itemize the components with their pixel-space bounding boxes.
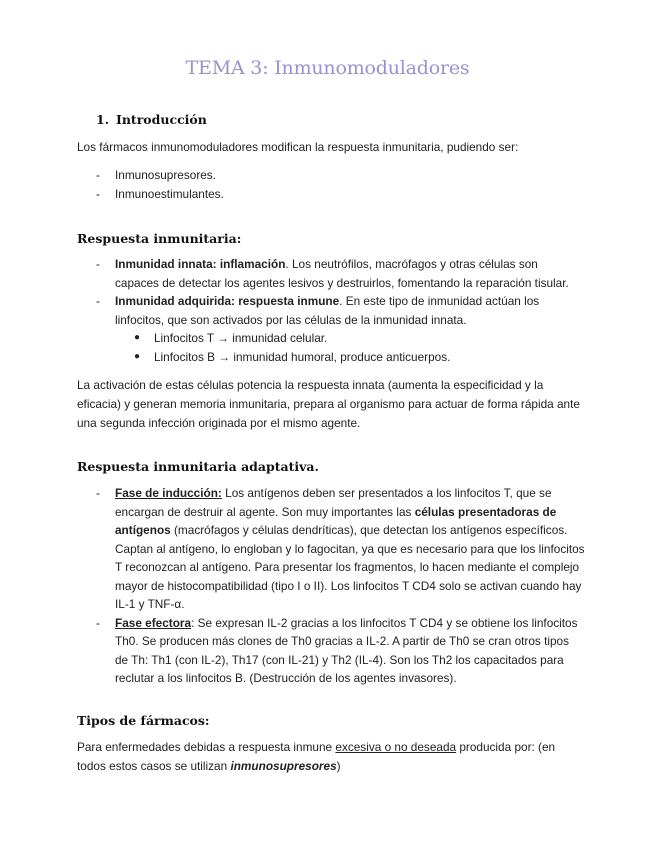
list-item-efectora: - Fase efectora: Se expresan IL-2 gracias a los linfocitos T CD4 y se obtiene los linfocitos Th0. Se producen más clones de Th0 gracias a IL-2. A partir de Th0 se cran otros tipos de Th: Th1 (con IL-2), Th17 (con IL-21) y Th2 (IL-4). Son los Th2 los capacitados para reclutar a los linfocitos B. (Destrucción de los agentes invasores). [96, 615, 578, 685]
intro-list [0, 166, 655, 203]
celulas-presentadoras: células presentadoras de antígenos [115, 504, 557, 537]
list-item: - Inmunoestimulantes. [96, 186, 224, 201]
tipos-paragraph: Para enfermedades debidas a respuesta inmune excesiva o no deseada producida por: (en todos estos casos se utilizan inmunosupresores) [77, 740, 556, 773]
list-item-induccion: - Fase de inducción: Los antígenos deben ser presentados a los linfocitos T, que se encargan de destruir al agente. Son muy importantes las células presentadoras de antígenos (macrófagos y células dendríticas), que detectan los antígenos específicos. Captan al antígeno, lo engloban y lo fagocitan, ya que es necesario para que los linfocitos T reconozcan al antígeno. Para presentar los fragmentos, lo hacen mediante el complejo mayor de histocompatibilidad (tipo I o II). Los linfocitos T CD4 solo se activan cuando hay IL-1 y TNF-α. [96, 486, 585, 611]
list-item-innata: - Inmunidad innata: inflamación. Los neutrófilos, macrófagos y otras células son capaces de detectar los agentes lesivos y destruirlos, fomentando la reparación tisular. [96, 257, 569, 290]
list-item: ● Linfocitos T → inmunidad celular. [134, 331, 328, 345]
section-title: Introducción [116, 112, 207, 127]
innata-text: . Los neutrófilos, macrófagos y otras células son capaces de detectar los agentes lesivos y destruirlos, fomentando la reparación tisular. [115, 257, 569, 290]
activacion-paragraph: La activación de estas células potencia la respuesta innata (aumenta la especificidad y la eficacia) y generan memoria inmunitaria, prepara al organismo para actuar de forma rápida ante una segunda infección originada por el mismo agente. [77, 378, 580, 430]
induccion-label: Fase de inducción: [115, 486, 222, 500]
respuesta-list [0, 255, 655, 366]
adquirida-label: Inmunidad adquirida: respuesta inmune [115, 294, 340, 308]
list-item: ● Linfocitos B → inmunidad humoral, produce anticuerpos. [134, 349, 451, 364]
section-number: 1. [96, 112, 110, 127]
inmunosupresores-term: inmunosupresores [230, 759, 337, 773]
linfocitos-list [115, 329, 585, 366]
page-title: TEMA 3: Inmunomoduladores [185, 57, 470, 79]
innata-label: Inmunidad innata: inflamación [115, 257, 286, 271]
excesiva-no-deseada: excesiva o no deseada [335, 740, 457, 754]
heading-respuesta-adaptativa: Respuesta inmunitaria adaptativa. [77, 459, 319, 474]
adaptativa-list [0, 484, 655, 688]
efectora-label: Fase efectora [115, 615, 192, 630]
adquirida-text: . En este tipo de inmunidad actúan los linfocitos, que son activados por las células de la inmunidad innata. [115, 294, 540, 327]
heading-respuesta-inmunitaria: Respuesta inmunitaria: [77, 231, 242, 246]
section-heading-introduccion [96, 112, 207, 127]
list-item-adquirida: - Inmunidad adquirida: respuesta inmune. En este tipo de inmunidad actúan los linfocitos, que son activados por las células de la inmunidad innata. ● Linfocitos T → inmunidad celular. ● Linfocitos B → inmunidad humoral, produce anticuerpos. [0, 292, 585, 366]
intro-paragraph: Los fármacos inmunomoduladores modifican la respuesta inmunitaria, pudiendo ser: [77, 140, 519, 154]
list-item: - Inmunosupresores. [96, 168, 216, 182]
heading-tipos-farmacos: Tipos de fármacos: [77, 713, 210, 728]
